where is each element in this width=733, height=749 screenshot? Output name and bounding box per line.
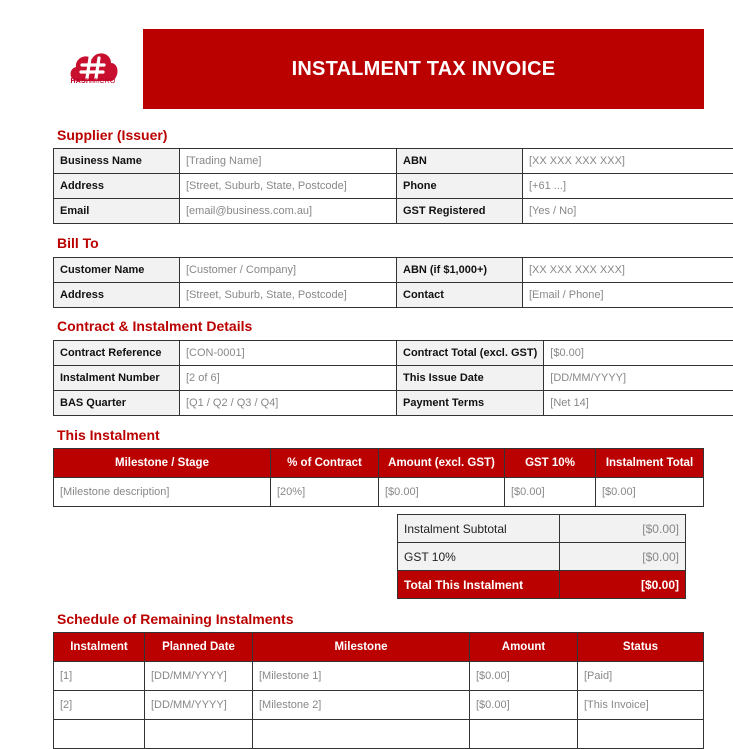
gst-label: GST 10% — [398, 543, 560, 571]
column-header: Milestone — [253, 633, 470, 662]
amount-cell[interactable]: [$0.00] — [470, 662, 578, 691]
field-label: Business Name — [54, 149, 180, 174]
table-row — [54, 174, 733, 199]
column-header: Instalment Total — [596, 449, 704, 478]
payment-terms-field[interactable]: [Net 14] — [544, 391, 733, 416]
column-header: Instalment — [54, 633, 145, 662]
planned-date-cell[interactable] — [145, 720, 253, 749]
grand-total-value[interactable]: [$0.00] — [560, 571, 686, 599]
amount-cell[interactable]: [$0.00] — [379, 478, 505, 507]
address-field[interactable]: [Street, Suburb, State, Postcode] — [180, 174, 397, 199]
subtotal-label: Instalment Subtotal — [398, 515, 560, 543]
grand-total-row — [398, 571, 686, 599]
percent-cell[interactable]: [20%] — [271, 478, 379, 507]
table-row — [54, 691, 704, 720]
gst-registered-field[interactable]: [Yes / No] — [523, 199, 733, 224]
field-label: BAS Quarter — [54, 391, 180, 416]
field-label: This Issue Date — [397, 366, 544, 391]
gst-row — [398, 543, 686, 571]
planned-date-cell[interactable]: [DD/MM/YYYY] — [145, 691, 253, 720]
supplier-section-title: Supplier (Issuer) — [57, 127, 167, 143]
phone-field[interactable]: [+61 ...] — [523, 174, 733, 199]
this-instalment-section-title: This Instalment — [57, 427, 160, 443]
bill-to-section-title: Bill To — [57, 235, 99, 251]
table-row — [54, 391, 733, 416]
abn-field[interactable]: [XX XXX XXX XXX] — [523, 149, 733, 174]
field-label: Payment Terms — [397, 391, 544, 416]
column-header: Milestone / Stage — [54, 449, 271, 478]
logo-wordmark: HASHMICRO — [64, 78, 122, 85]
column-header: GST 10% — [505, 449, 596, 478]
field-label: Instalment Number — [54, 366, 180, 391]
customer-address-field[interactable]: [Street, Suburb, State, Postcode] — [180, 283, 397, 308]
column-header: Amount — [470, 633, 578, 662]
table-row — [54, 341, 733, 366]
contact-field[interactable]: [Email / Phone] — [523, 283, 733, 308]
customer-name-field[interactable]: [Customer / Company] — [180, 258, 397, 283]
schedule-section-title: Schedule of Remaining Instalments — [57, 611, 294, 627]
totals-table — [397, 514, 686, 599]
status-cell[interactable] — [578, 720, 704, 749]
status-cell[interactable]: [This Invoice] — [578, 691, 704, 720]
table-row — [54, 199, 733, 224]
instalment-number-field[interactable]: [2 of 6] — [180, 366, 397, 391]
email-field[interactable]: [email@business.com.au] — [180, 199, 397, 224]
milestone-cell[interactable]: [Milestone 1] — [253, 662, 470, 691]
status-cell[interactable]: [Paid] — [578, 662, 704, 691]
contract-reference-field[interactable]: [CON-0001] — [180, 341, 397, 366]
table-row — [54, 720, 704, 749]
contract-table — [53, 340, 733, 416]
field-label: Contract Reference — [54, 341, 180, 366]
amount-cell[interactable]: [$0.00] — [470, 691, 578, 720]
schedule-table — [53, 632, 704, 749]
planned-date-cell[interactable]: [DD/MM/YYYY] — [145, 662, 253, 691]
issue-date-field[interactable]: [DD/MM/YYYY] — [544, 366, 733, 391]
table-row — [54, 478, 704, 507]
milestone-cell[interactable]: [Milestone 2] — [253, 691, 470, 720]
amount-cell[interactable] — [470, 720, 578, 749]
table-row — [54, 366, 733, 391]
instalment-cell[interactable]: [1] — [54, 662, 145, 691]
contract-section-title: Contract & Instalment Details — [57, 318, 252, 334]
column-header: Status — [578, 633, 704, 662]
gst-cell[interactable]: [$0.00] — [505, 478, 596, 507]
title-banner — [143, 29, 704, 109]
subtotal-row — [398, 515, 686, 543]
milestone-cell[interactable]: [Milestone description] — [54, 478, 271, 507]
instalment-cell[interactable] — [54, 720, 145, 749]
field-label: ABN (if $1,000+) — [397, 258, 523, 283]
table-row — [54, 662, 704, 691]
instalment-total-cell[interactable]: [$0.00] — [596, 478, 704, 507]
subtotal-value[interactable]: [$0.00] — [560, 515, 686, 543]
field-label: Email — [54, 199, 180, 224]
table-row — [54, 149, 733, 174]
customer-abn-field[interactable]: [XX XXX XXX XXX] — [523, 258, 733, 283]
bill-to-table — [53, 257, 733, 308]
supplier-table — [53, 148, 733, 224]
contract-total-field[interactable]: [$0.00] — [544, 341, 733, 366]
page-title: INSTALMENT TAX INVOICE — [292, 58, 556, 81]
table-header-row — [54, 449, 704, 478]
column-header: Amount (excl. GST) — [379, 449, 505, 478]
gst-value[interactable]: [$0.00] — [560, 543, 686, 571]
table-row — [54, 283, 733, 308]
business-name-field[interactable]: [Trading Name] — [180, 149, 397, 174]
table-row — [54, 258, 733, 283]
column-header: Planned Date — [145, 633, 253, 662]
bas-quarter-field[interactable]: [Q1 / Q2 / Q3 / Q4] — [180, 391, 397, 416]
field-label: Address — [54, 174, 180, 199]
field-label: Contract Total (excl. GST) — [397, 341, 544, 366]
grand-total-label: Total This Instalment — [398, 571, 560, 599]
field-label: Phone — [397, 174, 523, 199]
instalment-cell[interactable]: [2] — [54, 691, 145, 720]
table-header-row — [54, 633, 704, 662]
field-label: ABN — [397, 149, 523, 174]
milestone-cell[interactable] — [253, 720, 470, 749]
this-instalment-table — [53, 448, 704, 507]
field-label: Contact — [397, 283, 523, 308]
field-label: Address — [54, 283, 180, 308]
field-label: Customer Name — [54, 258, 180, 283]
field-label: GST Registered — [397, 199, 523, 224]
column-header: % of Contract — [271, 449, 379, 478]
